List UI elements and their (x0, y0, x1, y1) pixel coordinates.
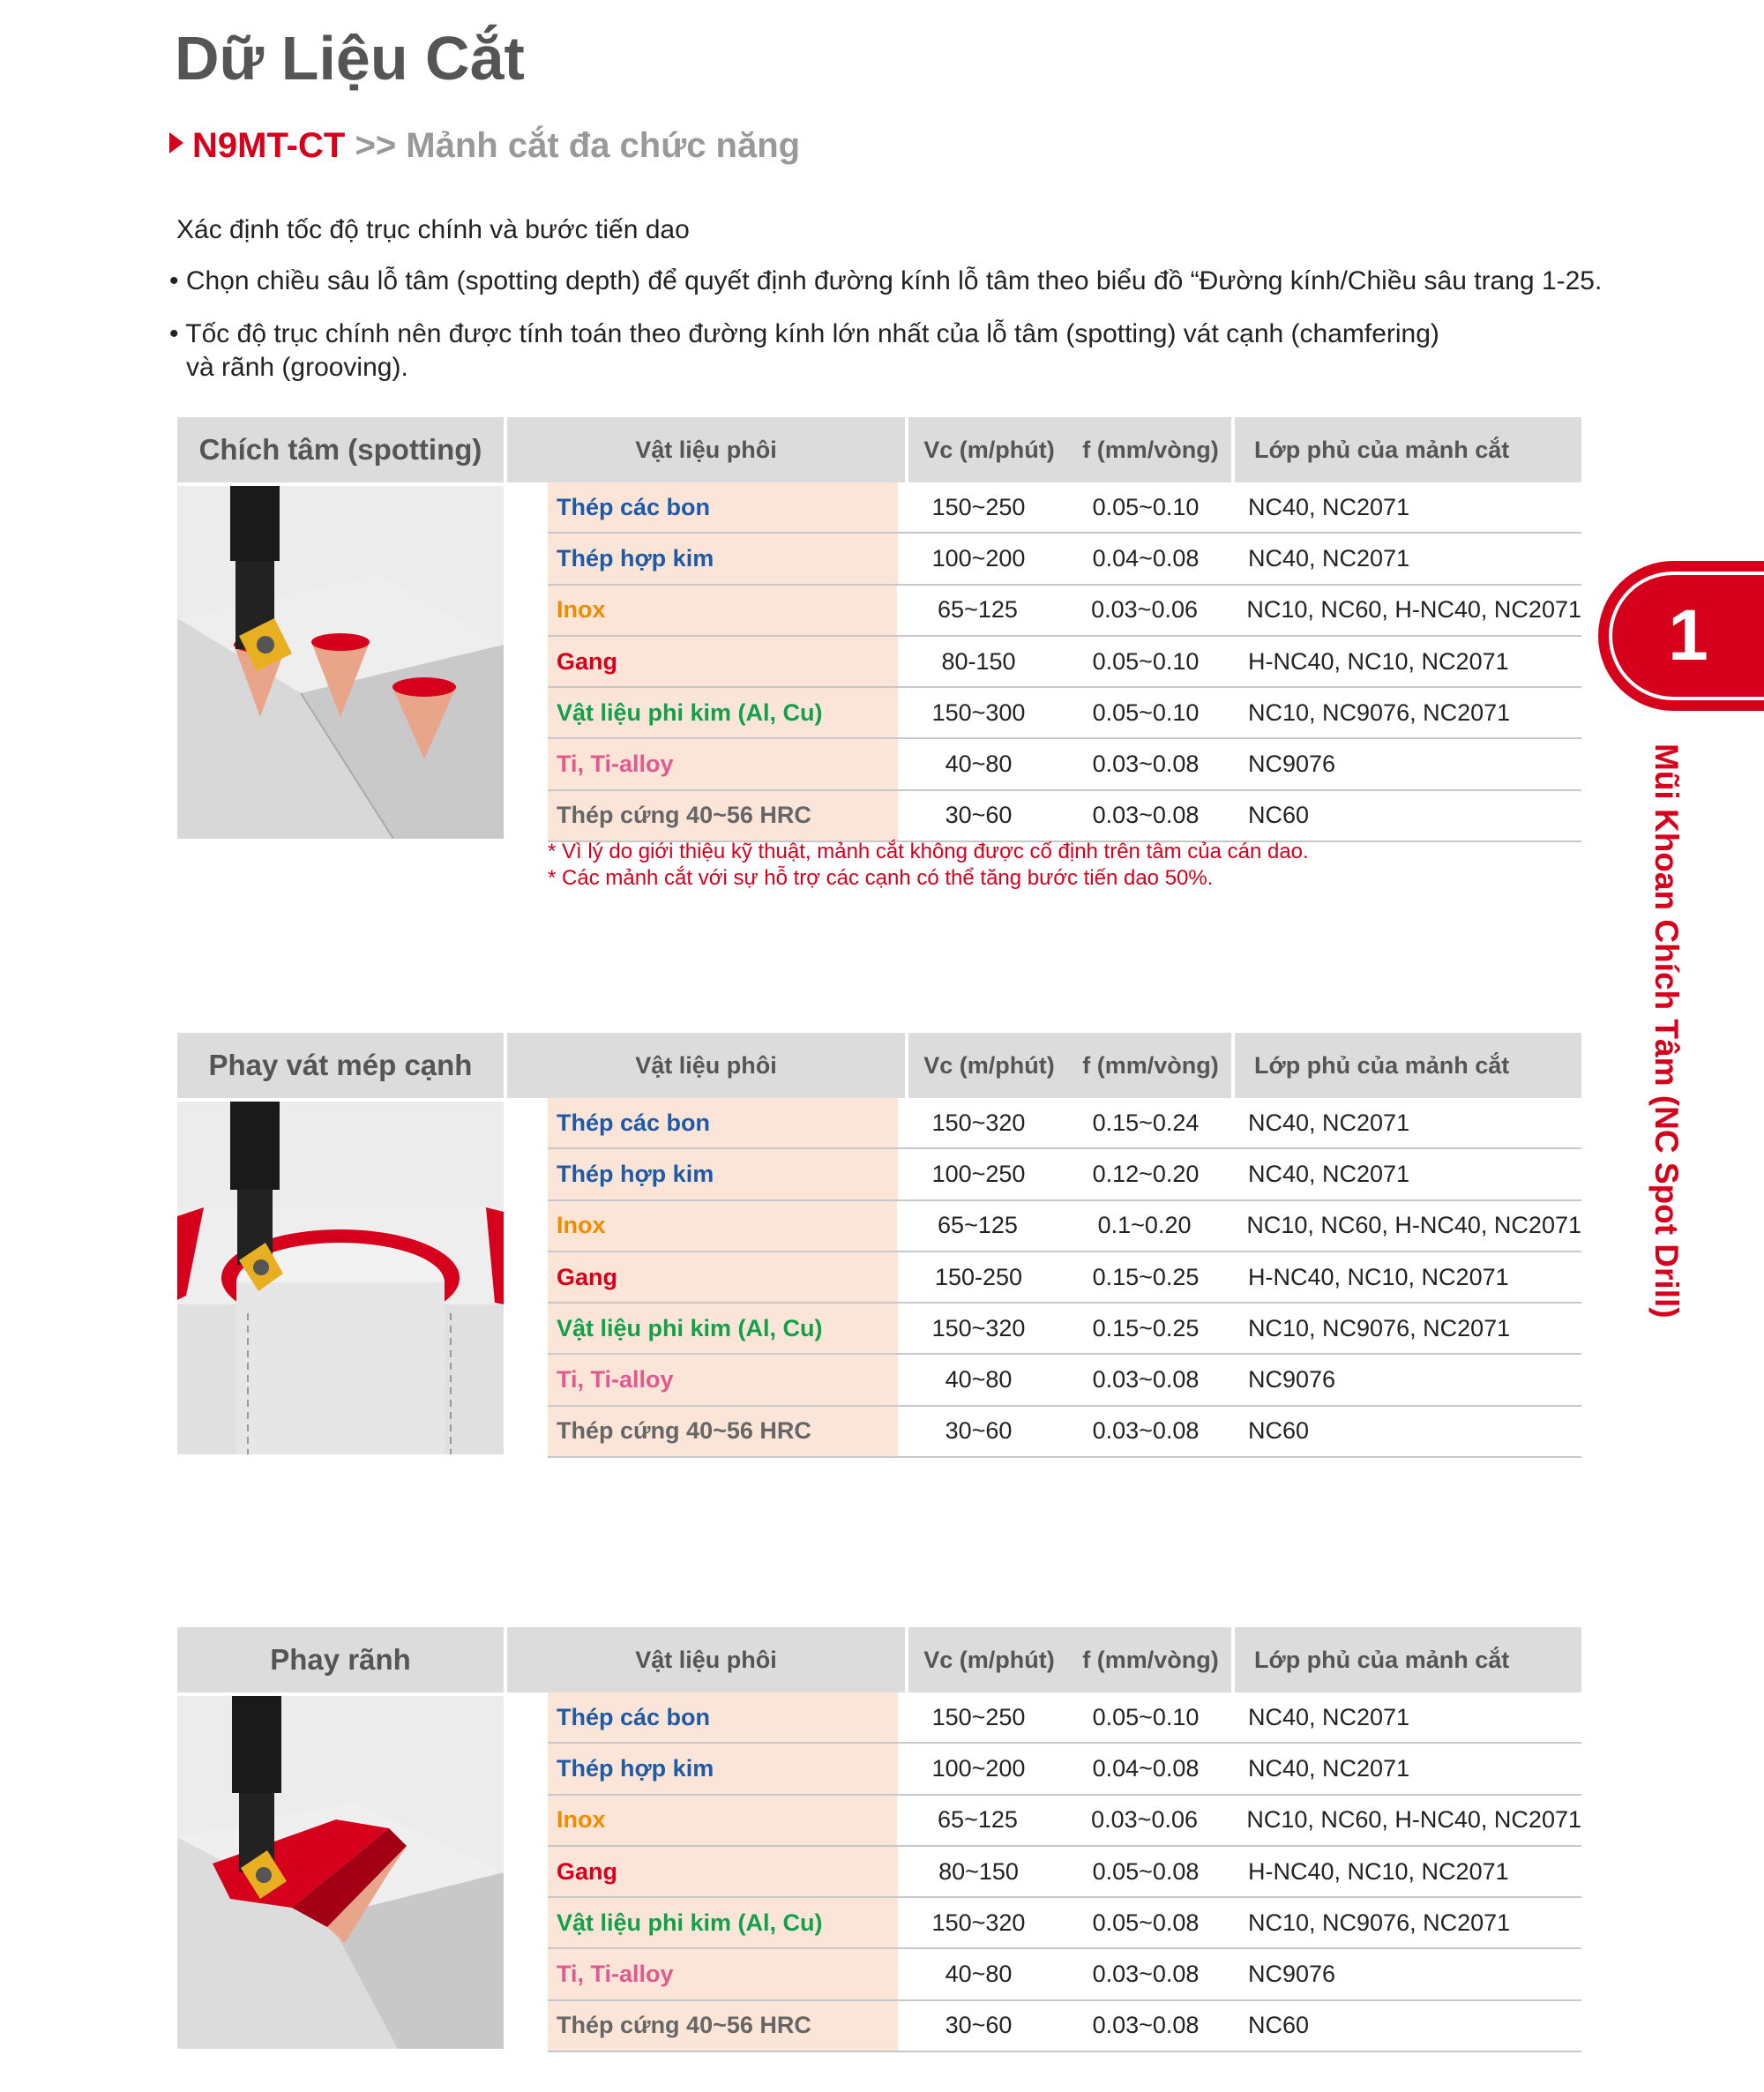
header-f: f (mm/vòng) (1082, 1051, 1219, 1079)
material-cell: Thép hợp kim (548, 534, 898, 583)
material-cell: Thép các bon (548, 1692, 898, 1742)
f-cell: 0.05~0.10 (1056, 699, 1234, 727)
table-row (548, 1744, 1581, 1795)
grade-cell: NC10, NC60, H-NC40, NC2071 (1246, 1212, 1581, 1239)
f-cell: 0.03~0.08 (1056, 1366, 1234, 1393)
material-cell: Gang (548, 1847, 898, 1896)
spotting-illustration (177, 486, 504, 839)
table-chamfering (548, 1098, 1581, 1458)
header-f: f (mm/vòng) (1082, 436, 1219, 463)
grade-cell: H-NC40, NC10, NC2071 (1248, 1857, 1509, 1885)
table-spotting (548, 482, 1581, 842)
f-cell: 0.03~0.08 (1056, 2012, 1234, 2039)
f-cell: 0.05~0.10 (1056, 648, 1234, 676)
table-row (548, 1898, 1581, 1949)
bullet-depth: • Chọn chiều sâu lỗ tâm (spotting depth) để quyết định đường kính lỗ tâm theo biểu đồ “Đường kính/Chiều sâu trang 1-25. (169, 266, 1603, 295)
header-grade: Lớp phủ của mảnh cắt (1235, 417, 1581, 482)
material-cell: Ti, Ti-alloy (548, 1949, 898, 1999)
grade-cell: NC10, NC60, H-NC40, NC2071 (1246, 1806, 1581, 1834)
material-cell: Thép cứng 40~56 HRC (548, 1407, 898, 1456)
material-cell: Thép các bon (548, 1098, 898, 1147)
material-cell: Gang (548, 637, 898, 686)
table-row (548, 739, 1581, 790)
grade-cell: NC40, NC2071 (1248, 493, 1410, 520)
grade-cell: H-NC40, NC10, NC2071 (1248, 647, 1509, 675)
chapter-tab (1598, 561, 1764, 711)
header-material: Vật liệu phôi (507, 1627, 905, 1692)
note-2: * Các mảnh cắt với sự hỗ trợ các cạnh có thể tăng bước tiến dao 50%. (548, 866, 1214, 890)
f-cell: 0.15~0.25 (1056, 1315, 1234, 1342)
f-cell: 0.12~0.20 (1056, 1161, 1234, 1188)
subtitle-text: >> Mảnh cắt đa chức năng (355, 126, 801, 165)
grade-cell: NC9076 (1248, 1366, 1336, 1393)
grade-cell: NC10, NC9076, NC2071 (1248, 699, 1511, 726)
vc-cell: 100~250 (931, 1160, 1026, 1187)
material-cell: Gang (548, 1252, 898, 1302)
page-title: Dữ Liệu Cắt (175, 24, 525, 93)
grade-cell: NC10, NC9076, NC2071 (1248, 1314, 1511, 1341)
f-cell: 0.03~0.06 (1055, 1806, 1233, 1834)
table-row (548, 1201, 1581, 1252)
material-cell: Thép cứng 40~56 HRC (548, 791, 898, 841)
section-label: Phay vát mép cạnh (177, 1033, 504, 1098)
f-cell: 0.04~0.08 (1056, 545, 1234, 572)
table-row (548, 688, 1581, 739)
vc-cell: 40~80 (945, 751, 1013, 778)
vc-cell: 100~200 (931, 1754, 1026, 1782)
material-cell: Thép cứng 40~56 HRC (548, 2001, 898, 2051)
grade-cell: NC9076 (1248, 1961, 1336, 1988)
vc-cell: 65~125 (938, 1212, 1018, 1239)
material-cell: Inox (548, 1201, 897, 1251)
table-row (548, 534, 1581, 585)
material-cell: Thép hợp kim (548, 1744, 898, 1793)
vc-cell: 150~320 (931, 1909, 1026, 1936)
material-cell: Vật liệu phi kim (Al, Cu) (548, 688, 898, 737)
f-cell: 0.05~0.08 (1056, 1858, 1234, 1886)
grade-cell: NC40, NC2071 (1248, 1160, 1410, 1187)
table-grooving (548, 1692, 1581, 2052)
grade-cell: NC40, NC2071 (1248, 1703, 1410, 1730)
grade-cell: NC40, NC2071 (1248, 1754, 1410, 1782)
vc-cell: 150~300 (931, 699, 1026, 726)
f-cell: 0.03~0.06 (1055, 596, 1233, 624)
table-row (548, 791, 1581, 842)
vc-cell: 65~125 (938, 596, 1018, 624)
intro-text: Xác định tốc độ trục chính và bước tiến dao (176, 215, 690, 244)
table-row (548, 1407, 1581, 1458)
chapter-number: 1 (1668, 595, 1708, 676)
f-cell: 0.15~0.24 (1056, 1110, 1234, 1137)
table-row (548, 1796, 1581, 1847)
table-row (548, 1847, 1581, 1898)
f-cell: 0.05~0.10 (1056, 494, 1234, 521)
header-params (908, 1627, 1231, 1692)
header-material: Vật liệu phôi (507, 417, 905, 482)
f-cell: 0.05~0.08 (1056, 1909, 1234, 1937)
vc-cell: 30~60 (945, 802, 1013, 829)
header-f: f (mm/vòng) (1082, 1646, 1219, 1673)
chapter-side-title: Mũi Khoan Chích Tâm (NC Spot Drill) (1648, 743, 1685, 1319)
product-code: N9MT-CT (192, 126, 346, 165)
header-grade: Lớp phủ của mảnh cắt (1235, 1627, 1581, 1692)
vc-cell: 150~320 (931, 1109, 1026, 1136)
notes (548, 839, 1309, 892)
material-cell: Inox (548, 1796, 897, 1845)
bullet-line-2: và rãnh (grooving). (186, 353, 408, 382)
table-row (548, 1304, 1581, 1355)
vc-cell: 30~60 (945, 1417, 1013, 1445)
vc-cell: 100~200 (931, 544, 1026, 572)
material-cell: Thép các bon (548, 482, 898, 532)
grade-cell: NC40, NC2071 (1248, 544, 1410, 572)
f-cell: 0.1~0.20 (1055, 1212, 1233, 1239)
vc-cell: 80-150 (941, 647, 1016, 675)
note-1: * Vì lý do giới thiệu kỹ thuật, mảnh cắt không được cố định trên tâm của cán dao. (548, 840, 1309, 863)
material-cell: Thép hợp kim (548, 1149, 898, 1199)
header-vc: Vc (m/phút) (923, 436, 1055, 463)
vc-cell: 150~250 (931, 1703, 1026, 1730)
header-vc: Vc (m/phút) (923, 1051, 1055, 1079)
f-cell: 0.15~0.25 (1056, 1264, 1234, 1291)
material-cell: Vật liệu phi kim (Al, Cu) (548, 1304, 898, 1353)
chamfering-illustration (177, 1102, 504, 1454)
material-cell: Ti, Ti-alloy (548, 739, 898, 788)
vc-cell: 150~320 (931, 1314, 1026, 1341)
grade-cell: NC10, NC60, H-NC40, NC2071 (1246, 596, 1581, 624)
table-row (548, 1949, 1581, 2000)
f-cell: 0.04~0.08 (1056, 1755, 1234, 1782)
f-cell: 0.03~0.08 (1056, 802, 1234, 829)
bullet-spindle-speed (169, 318, 1545, 385)
section-label: Chích tâm (spotting) (177, 417, 504, 482)
table-row (548, 1692, 1581, 1744)
header-grade: Lớp phủ của mảnh cắt (1235, 1033, 1581, 1098)
table-row (548, 2001, 1581, 2052)
table-row (548, 482, 1581, 534)
table-row (548, 1098, 1581, 1149)
header-params (908, 417, 1231, 482)
f-cell: 0.03~0.08 (1056, 1417, 1234, 1445)
vc-cell: 65~125 (938, 1806, 1018, 1834)
grooving-illustration (177, 1696, 504, 2049)
grade-cell: NC10, NC9076, NC2071 (1248, 1909, 1511, 1936)
grade-cell: NC60 (1248, 802, 1310, 829)
header-material: Vật liệu phôi (507, 1033, 905, 1098)
vc-cell: 40~80 (945, 1366, 1013, 1393)
header-params (908, 1033, 1231, 1098)
table-row (548, 637, 1581, 688)
material-cell: Inox (548, 586, 897, 635)
section-label: Phay rãnh (177, 1627, 504, 1692)
vc-cell: 150-250 (934, 1263, 1023, 1290)
triangle-bullet-icon (169, 132, 183, 153)
grade-cell: NC9076 (1248, 751, 1336, 778)
bullet-line-1: • Tốc độ trục chính nên được tính toán theo đường kính lớn nhất của lỗ tâm (spotting) vát cạnh (chamfering) (169, 319, 1439, 348)
f-cell: 0.05~0.10 (1056, 1704, 1234, 1731)
grade-cell: NC40, NC2071 (1248, 1109, 1410, 1136)
table-row (548, 586, 1581, 637)
f-cell: 0.03~0.08 (1056, 751, 1234, 778)
grade-cell: NC60 (1248, 1417, 1310, 1445)
vc-cell: 80~150 (938, 1857, 1019, 1885)
material-cell: Ti, Ti-alloy (548, 1355, 898, 1404)
table-row (548, 1355, 1581, 1406)
subtitle (169, 126, 800, 166)
table-row (548, 1149, 1581, 1200)
vc-cell: 150~250 (931, 493, 1026, 520)
vc-cell: 30~60 (945, 2012, 1013, 2039)
table-row (548, 1252, 1581, 1304)
grade-cell: NC60 (1248, 2012, 1310, 2039)
material-cell: Vật liệu phi kim (Al, Cu) (548, 1898, 898, 1947)
vc-cell: 40~80 (945, 1961, 1013, 1988)
grade-cell: H-NC40, NC10, NC2071 (1248, 1263, 1509, 1290)
header-vc: Vc (m/phút) (923, 1646, 1055, 1673)
f-cell: 0.03~0.08 (1056, 1961, 1234, 1988)
